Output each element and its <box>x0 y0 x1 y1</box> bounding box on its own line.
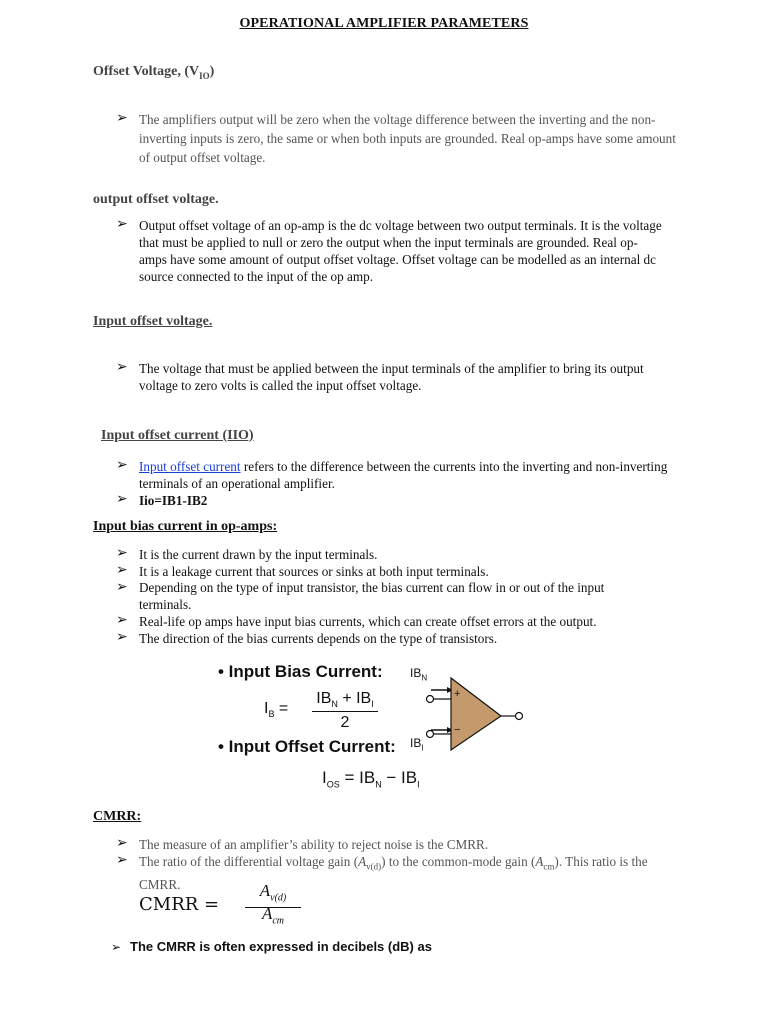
arrowhead-bullet-icon: ➢ <box>116 111 128 126</box>
noninverting-terminal <box>427 696 434 703</box>
input-offset-current-link[interactable]: Input offset current <box>139 459 241 474</box>
ibi-label: $IB_I$ <box>410 736 424 753</box>
input-bias-heading: Input bias current in op-amps: <box>93 519 278 534</box>
cmrr-formula-numerator: $A_{v(d)}$ <box>245 881 301 908</box>
input-bias-bullet: Depending on the type of input transistor, the bias current can flow in or out of the input terminals. <box>139 580 605 612</box>
output-offset-bullet: Output offset voltage of an op-amp is the dc voltage between two output terminals. It is the voltage that must be applied to null or zero the output when the input terminals are grounded. Real op-amps have some amount of output offset voltage. Offset voltage can be modelled as an internal dc source connected to the input of the op amp. <box>139 218 662 284</box>
page-title: OPERATIONAL AMPLIFIER PARAMETERS <box>239 16 529 31</box>
arrowhead-bullet-icon: ➢ <box>116 217 128 232</box>
input-offset-voltage-bullet: The voltage that must be applied between the input terminals of the amplifier to bring its output voltage to zero volts is called the input offset voltage. <box>139 361 644 393</box>
input-bias-bullet: It is a leakage current that sources or sinks at both input terminals. <box>139 564 489 579</box>
input-offset-current-heading: Input offset current (IIO) <box>101 428 254 443</box>
cmrr-ratio-bullet: The ratio of the differential voltage gain $(A_{v(d)})$ to the common-mode gain $(A_{cm})$. This ratio is the CMRR. <box>139 854 648 892</box>
cmrr-formula-lhs: CMRR = <box>139 894 220 915</box>
offset-voltage-heading: Offset Voltage, $(V_{IO})$ <box>93 64 215 81</box>
iio-formula: Iio=IB1-IB2 <box>139 493 208 508</box>
arrowhead-bullet-icon: ➢ <box>116 563 128 578</box>
offset-voltage-bullet: The amplifiers output will be zero when the voltage difference between the inverting and the non-inverting inputs is zero, the same or when both inputs are grounded. Real op-amps have some amount of output offset voltage. <box>139 112 676 165</box>
ib-numerator: $IB_N + IB_I$ <box>312 690 378 712</box>
input-offset-voltage-heading: Input offset voltage. <box>93 314 213 329</box>
arrowhead-bullet-icon: ➢ <box>116 613 128 628</box>
figure-bias-label: • Input Bias Current: <box>218 662 383 681</box>
cmrr-bullet: The measure of an amplifier’s ability to reject noise is the CMRR. <box>139 837 489 852</box>
input-bias-bullet: Real-life op amps have input bias currents, which can create offset errors at the output. <box>139 614 597 629</box>
arrowhead-bullet-icon: ➢ <box>116 580 128 595</box>
ib-lhs: $I_B$ = <box>264 700 289 720</box>
figure-offset-label: • Input Offset Current: <box>218 737 396 756</box>
arrowhead-bullet-icon: ➢ <box>116 836 128 851</box>
cmrr-db-bullet: The CMRR is often expressed in decibels (dB) as <box>130 939 432 954</box>
ibn-label: $IB_N$ <box>410 666 428 683</box>
input-bias-bullet: The direction of the bias currents depends on the type of transistors. <box>139 631 498 646</box>
arrowhead-bullet-icon: ➢ <box>116 492 128 507</box>
plus-sign: + <box>454 688 461 700</box>
arrowhead-bullet-icon: ➢ <box>116 630 128 645</box>
output-offset-heading: output offset voltage. <box>93 192 219 207</box>
cmrr-formula-denominator: $A_{cm}$ <box>261 904 285 927</box>
input-bias-bullet: It is the current drawn by the input terminals. <box>139 547 378 562</box>
inverting-terminal <box>427 731 434 738</box>
arrowhead-bullet-icon: ➢ <box>116 546 128 561</box>
input-offset-current-bullet: Input offset current refers to the difference between the currents into the inverting and non-inverting terminals of an operational amplifier. <box>139 459 668 491</box>
arrowhead-bullet-icon: ➢ <box>116 458 128 473</box>
arrowhead-bullet-icon: ➢ <box>111 940 122 954</box>
ios-formula: $I_{OS} = IB_N - IB_I$ <box>322 768 420 790</box>
output-terminal <box>516 713 523 720</box>
arrowhead-bullet-icon: ➢ <box>116 360 128 375</box>
bias-current-figure <box>200 656 540 796</box>
minus-sign: − <box>454 724 461 736</box>
ib-denominator: 2 <box>340 714 350 731</box>
arrowhead-bullet-icon: ➢ <box>116 853 128 868</box>
cmrr-heading: CMRR: <box>93 809 142 824</box>
